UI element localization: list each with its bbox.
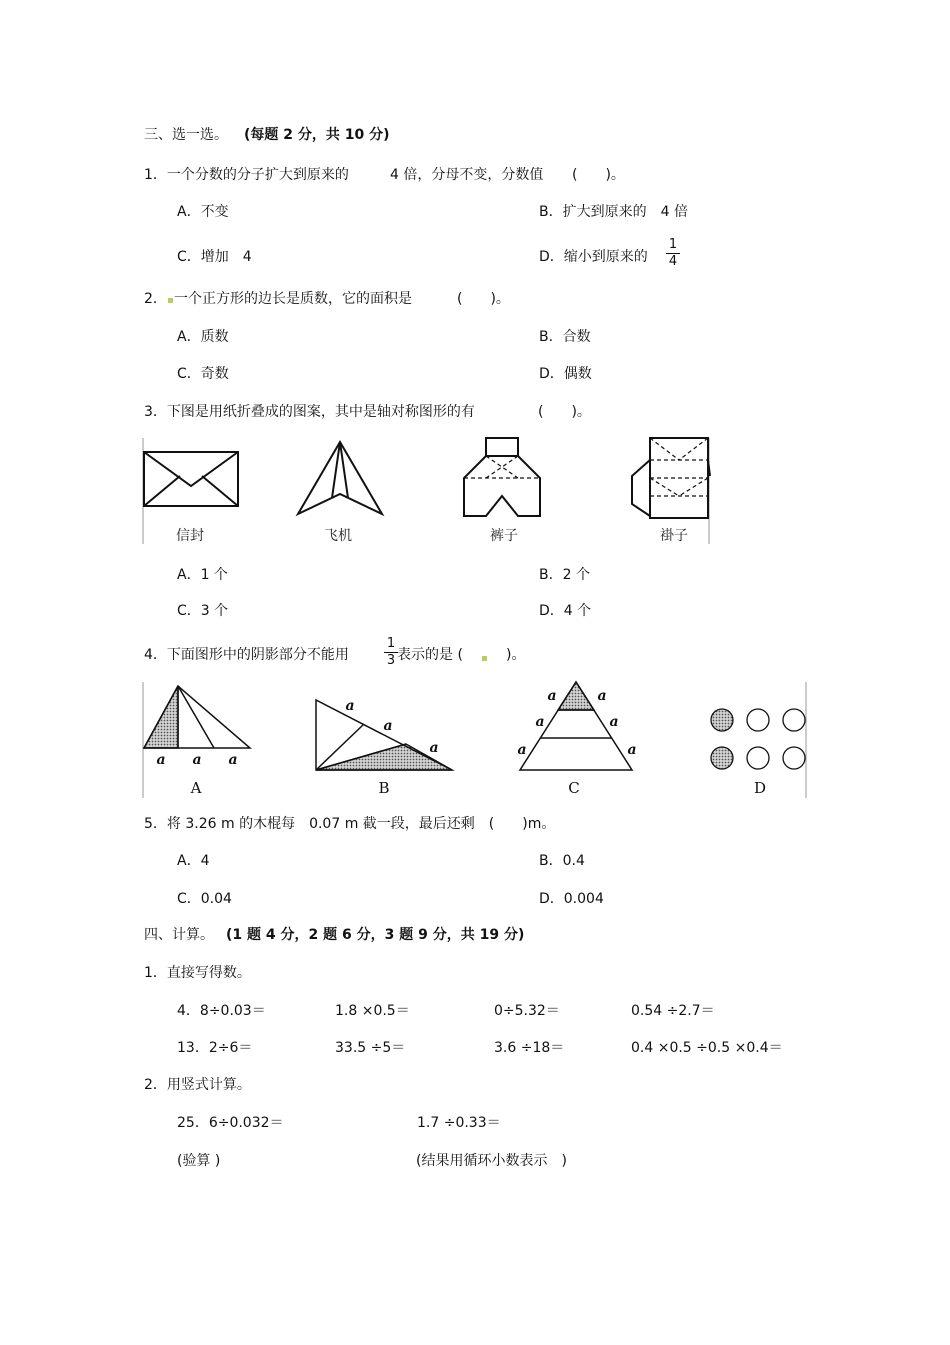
vertical-calc-item: 1.7 ÷0.33＝ (417, 1115, 501, 1131)
q1-option-d: D．缩小到原来的 (539, 249, 648, 265)
fraction-numerator: 1 (386, 636, 396, 651)
vertical-calc-item: 25．6÷0.032＝ (177, 1115, 284, 1131)
q1-stem-2: 4 倍，分母不变，分数值 (390, 167, 544, 183)
caption-envelope: 信封 (176, 528, 204, 544)
section-4-title: 四、计算。 (144, 927, 214, 943)
figure-d-circles (711, 709, 805, 769)
q3-option-d: D．4 个 (539, 603, 592, 619)
q1-stem: 1．一个分数的分子扩大到原来的 (144, 167, 349, 183)
calc-item: 4．8÷0.03＝ (177, 1003, 266, 1019)
q1-answer-paren: ( )。 (572, 167, 625, 183)
calc-item: 3.6 ÷18＝ (494, 1040, 565, 1056)
envelope-shape (144, 452, 238, 506)
caption-airplane: 飞机 (324, 528, 352, 544)
q3-folded-paper-figure (142, 436, 712, 548)
verification-note: (验算 ) (177, 1153, 221, 1169)
fraction-denominator: 3 (386, 653, 396, 668)
q3-option-b: B．2 个 (539, 567, 590, 583)
q4-answer-paren-end: )。 (506, 647, 526, 663)
q3-answer-paren: ( )。 (538, 404, 591, 420)
section-4-score: (1 题 4 分，2 题 6 分，3 题 9 分，共 19 分) (226, 927, 525, 943)
label-a-side: a (156, 752, 166, 768)
q1-option-c: C．增加 4 (177, 249, 252, 265)
figure-b-triangle (316, 700, 452, 770)
s4-q2-stem: 2．用竖式计算。 (144, 1077, 251, 1093)
q2-answer-paren: ( )。 (457, 291, 510, 307)
label-c-side: a (609, 714, 619, 730)
q3-stem: 3．下图是用纸折叠成的图案，其中是轴对称图形的有 (144, 404, 475, 420)
label-c-side: a (597, 688, 607, 704)
caption-b: B (378, 779, 390, 797)
calc-item: 0÷5.32＝ (494, 1003, 560, 1019)
label-b-side: a (383, 718, 393, 734)
repeating-decimal-note: (结果用循环小数表示 ) (416, 1153, 567, 1169)
q3-option-a: A．1 个 (177, 567, 228, 583)
caption-d: D (753, 779, 767, 797)
figure-a-triangle (144, 686, 250, 748)
calc-item: 13．2÷6＝ (177, 1040, 253, 1056)
calc-item: 0.54 ÷2.7＝ (631, 1003, 715, 1019)
section-3-title: 三、选一选。 (144, 127, 228, 143)
q3-option-c: C．3 个 (177, 603, 229, 619)
scan-mark (168, 298, 173, 303)
q5-option-a: A．4 (177, 853, 210, 869)
q5-stem: 5．将 3.26 m 的木棍每 0.07 m 截一段，最后还剩 ( )m。 (144, 816, 556, 832)
q5-option-d: D．0.004 (539, 891, 604, 907)
label-a-side: a (228, 752, 238, 768)
q1-option-d-fraction (666, 238, 680, 269)
label-c-side: a (535, 714, 545, 730)
q1-option-b: B．扩大到原来的 4 倍 (539, 204, 688, 220)
q2-option-b: B．合数 (539, 329, 591, 345)
q5-option-b: B．0.4 (539, 853, 585, 869)
caption-pants: 裤子 (490, 528, 518, 544)
q5-option-c: C．0.04 (177, 891, 232, 907)
q2-number: 2． (144, 291, 167, 307)
label-b-side: a (345, 698, 355, 714)
caption-a: A (190, 779, 202, 797)
section-3-score: (每题 2 分，共 10 分) (244, 127, 390, 143)
q4-stem-2: 表示的是 ( (397, 647, 463, 663)
q2-stem: 一个正方形的边长是质数，它的面积是 (174, 291, 412, 307)
caption-jacket: 褂子 (660, 528, 688, 544)
fraction-denominator: 4 (668, 254, 678, 269)
label-c-side: a (547, 688, 557, 704)
label-b-side: a (429, 740, 439, 756)
calc-item: 0.4 ×0.5 ÷0.5 ×0.4＝ (631, 1040, 783, 1056)
q2-option-a: A．质数 (177, 329, 229, 345)
q4-stem: 4．下面图形中的阴影部分不能用 (144, 647, 349, 663)
q2-option-d: D．偶数 (539, 366, 592, 382)
airplane-shape (298, 442, 382, 514)
fraction-numerator: 1 (668, 237, 678, 252)
s4-q1-stem: 1．直接写得数。 (144, 965, 251, 981)
caption-c: C (568, 779, 580, 797)
q1-option-a: A．不变 (177, 204, 229, 220)
pants-shape (464, 438, 540, 516)
label-c-side: a (517, 742, 527, 758)
calc-item: 33.5 ÷5＝ (335, 1040, 406, 1056)
label-c-side: a (627, 742, 637, 758)
q4-fraction (384, 637, 398, 668)
jacket-shape (632, 438, 710, 518)
q2-option-c: C．奇数 (177, 366, 229, 382)
label-a-side: a (192, 752, 202, 768)
scan-mark (482, 656, 487, 661)
calc-item: 1.8 ×0.5＝ (335, 1003, 410, 1019)
q4-shaded-figures (142, 680, 808, 800)
